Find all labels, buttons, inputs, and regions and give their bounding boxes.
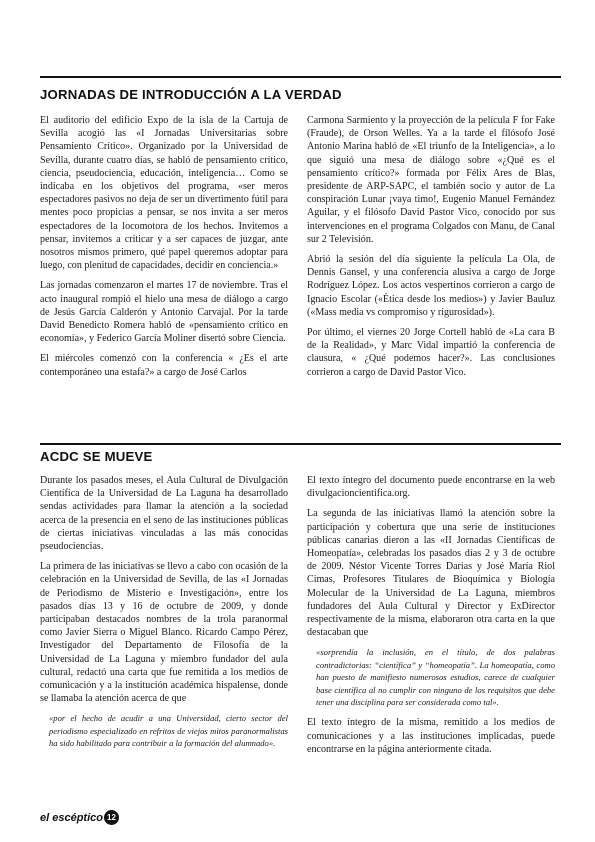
paragraph: La segunda de las iniciativas llamó la atención sobre la participación y cobertura que una serie de instituciones públicas canarias dieron a las «II Jornadas Científicas de Homeopatía», celebradas los pasados días 2 y 3 de octubre de 2009. Néstor Vicente Torres Darias y José María Riol Cimas, Profesores Titulares de Bioquímica y Biología Molecular de la Universidad de La Laguna, miembros fundadores del Aula Cultural y Director y ExDirector respectivamente de la misma, elaboraron otra carta en la que destacaban que [307, 508, 555, 639]
paragraph: La primera de las iniciativas se llevo a cabo con ocasión de la celebración en la Universidad de Sevilla, de las «I Jornadas de Periodismo de Misterio e Investigación», entre los pasados días 13 y 16 de octubre de 2009, y donde participaban destacados nombres de la trola paranormal como Javier Sierra o Miguel Blanco. Ricardo Campo Pérez, Investigador del Departamento de Filosofía de la Universidad de La Laguna y miembro fundador del aula cultural, redactó una carta que fue remitida a los medios de comunicación y a la institución académica hispalense, donde se llamaba la atención acerca de que [40, 561, 288, 705]
block-quote [40, 712, 288, 749]
section-rule [40, 443, 561, 445]
article-2-right-column [307, 474, 555, 763]
paragraph: El auditorio del edificio Expo de la isla de la Cartuja de Sevilla acogió las «I Jornadas Universitarias sobre Pensamiento Crítico». Organizado por la Universidad de Sevilla, durante cuatro días, se habló de pensamiento crítico, ciencia, pseudociencia, educación, inteligencia… Como se indicaba en los objetivos del programa, «ser meros espectadores pasivos no deja de ser un divertimento fútil para mentes poco propicias a pensar, se nos invita a ser meros espectadores de la locomotora de los hechos. Invitemos a pensar, invitemos a criticar y a ser capaces de juzgar, ante nosotros mismos primero, qué papel queremos adoptar para luego, con plenitud de capacidades, decidir en conciencia.» [40, 115, 288, 272]
paragraph: Durante los pasados meses, el Aula Cultural de Divulgación Científica de la Universidad de La Laguna ha desarrollado sendas actividades para llamar la atención a la sociedad acerca de la presencia en el seno de las instituciones públicas de ciertas iniciativas vinculadas a las más conocidas pseudociencias. [40, 475, 288, 553]
top-rule [40, 76, 561, 78]
article-2-left-column [40, 474, 288, 758]
quote-text: «por el hecho de acudir a una Universidad, cierto sector del periodismo especializado en refritos de viejos mitos paranormalistas ha sido habilitado para contribuir a la formación del alumnado». [49, 713, 288, 749]
page-footer [40, 810, 119, 825]
article-1-right-column [307, 114, 555, 386]
paragraph: Abrió la sesión del día siguiente la película La Ola, de Dennis Gansel, y una conferencia alusiva a cargo de Jorge Rodríguez López. Los actos vespertinos corrieron a cargo de Ignacio Escolar («Ética desde los medios») y Javier Bauluz («Mass media vs compromiso y rigurosidad»). [307, 254, 555, 318]
paragraph: El miércoles comenzó con la conferencia « ¿Es el arte contemporáneo una estafa?» a cargo de José Carlos [40, 353, 288, 378]
page-number: 12 [104, 810, 119, 825]
magazine-name: el escéptico [40, 811, 103, 824]
article-1-left-column [40, 114, 288, 386]
paragraph: Por último, el viernes 20 Jorge Cortell habló de «La cara B de la Realidad», y Marc Vidal impartió la conferencia de clausura, « ¿Qué podemos hacer?». Las conclusiones corrieron a cargo de David Pastor Vico. [307, 327, 555, 378]
article-1-heading: JORNADAS DE INTRODUCCIÓN A LA VERDAD [40, 87, 342, 102]
quote-text: «sorprendía la inclusión, en el título, de dos palabras contradictorias: “científica” y “homeopatía”. La homeopatía, como han puesto de manifiesto numerosos estudios, carece de cualquier base científica al no cumplir con ninguno de los requisitos que debe tener una disciplina para ser considerada como tal». [316, 647, 555, 708]
block-quote [307, 646, 555, 708]
paragraph: Carmona Sarmiento y la proyección de la película F for Fake (Fraude), de Orson Welles. Ya a la tarde el filósofo José Antonio Marina habló de «El triunfo de la Inteligencia», a lo que siguió una mesa de diálogo sobre «¿Qué es el pensamiento crítico?» formada por Félix Ares de Blas, presidente de ARP-SAPC, el también socio y autor de La conspiración Lunar ¡vaya timo!, Eugenio Manuel Fernández Aguilar, y el filósofo David Pastor Vico, conocido por sus intervenciones en el programa Colgados con Manu, de Canal sur 2 Televisión. [307, 115, 555, 245]
paragraph: El texto íntegro del documento puede encontrarse en la web divulgacioncientifica.org. [307, 475, 555, 500]
paragraph: El texto íntegro de la misma, remitido a los medios de comunicaciones y a las instituciones implicadas, puede encontrarse en la página anteriormente citada. [307, 717, 555, 755]
paragraph: Las jornadas comenzaron el martes 17 de noviembre. Tras el acto inaugural rompió el hielo una mesa de diálogo a cargo de Jesús García Calderón y Antonio Carvajal. Por la tarde David Benedicto Romera habló de «pensamiento crítico en economía», y Federico García Moliner disertó sobre Ciencia. [40, 280, 288, 345]
article-2-heading: ACDC SE MUEVE [40, 449, 153, 464]
